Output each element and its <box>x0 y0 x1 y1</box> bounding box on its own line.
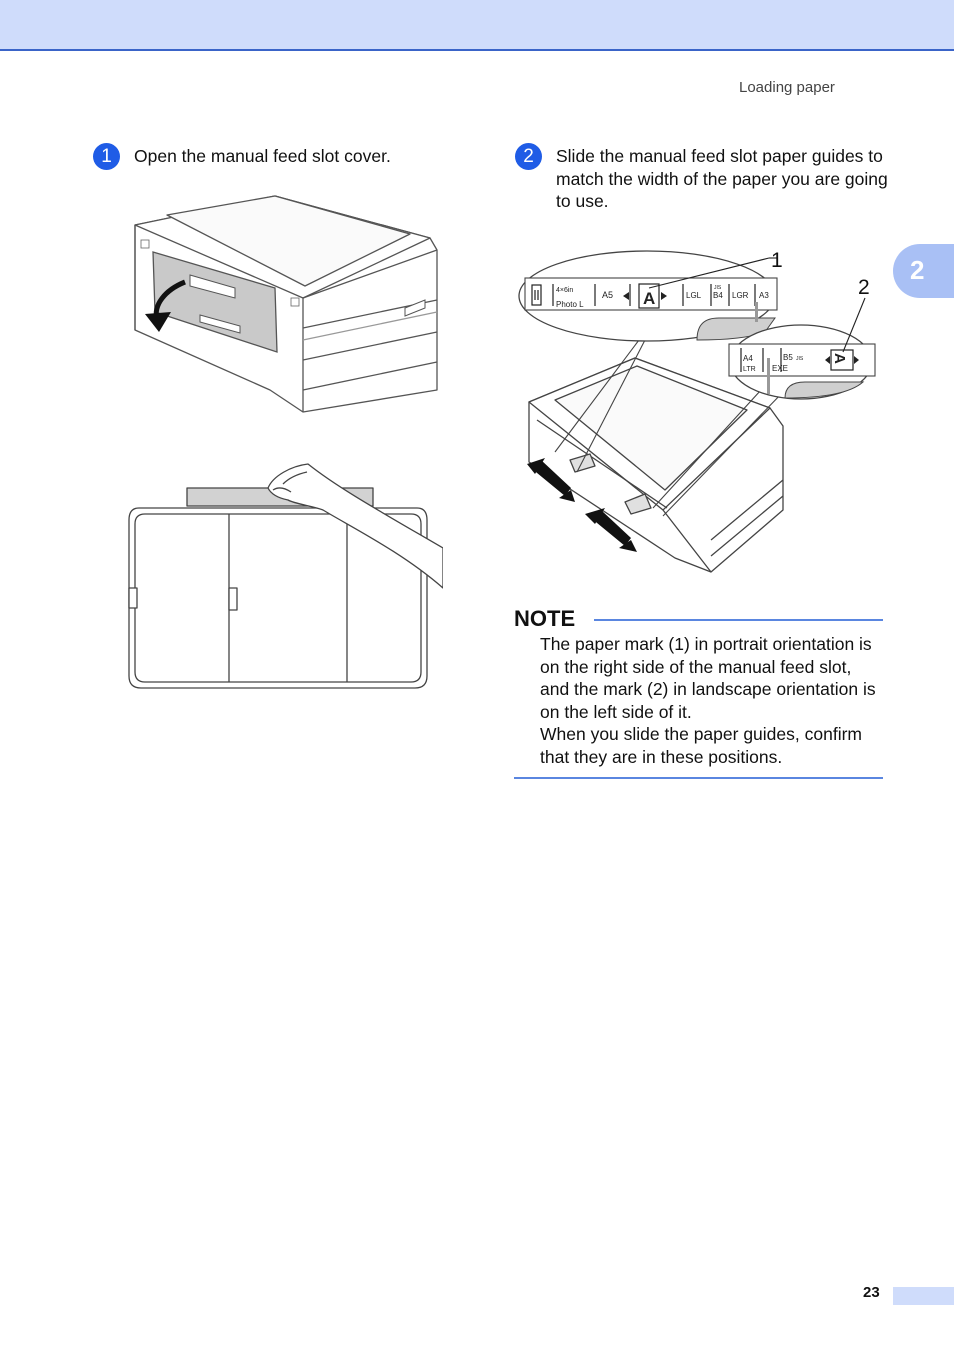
paper-guides-figure <box>515 240 885 580</box>
note-rule-bottom <box>514 777 883 779</box>
guide-label-ltr: LTR <box>743 366 756 373</box>
callout-1: 1 <box>771 249 783 272</box>
step-2 <box>515 143 895 218</box>
paper-letter-landscape: A <box>831 353 848 364</box>
step-2-marker: 2 <box>515 143 542 170</box>
guide-label-4x6: 4×6in <box>556 287 574 294</box>
top-header-band <box>0 0 954 51</box>
note-paragraph-1: The paper mark (1) in portrait orientation is on the right side of the manual feed slot, and the mark (2) in landscape orientation is on the left side of it. <box>540 634 876 722</box>
guide-label-b4: B4 <box>713 291 723 300</box>
guide-label-a3: A3 <box>759 291 769 300</box>
step-1 <box>93 143 453 173</box>
note-rule-top <box>594 619 883 621</box>
guide-label-exe: EXE <box>772 364 789 373</box>
chapter-number: 2 <box>910 255 925 285</box>
guide-label-b5: B5 <box>783 353 793 362</box>
printer-cover-figure <box>125 190 445 420</box>
paper-letter-portrait: A <box>643 289 656 308</box>
guide-label-photo-l: Photo L <box>556 300 584 309</box>
note-paragraph-2: When you slide the paper guides, confirm that they are in these positions. <box>540 724 862 767</box>
guide-label-a5: A5 <box>602 290 614 300</box>
chapter-tab <box>893 244 954 298</box>
page-number: 23 <box>863 1284 880 1301</box>
jis-label-b5: JIS <box>796 356 804 362</box>
jis-label-b4: JIS <box>714 285 722 291</box>
guide-label-a4: A4 <box>743 354 753 363</box>
step-1-text: Open the manual feed slot cover. <box>134 146 391 166</box>
step-2-text: Slide the manual feed slot paper guides to match the width of the paper you are going to use. <box>556 146 888 211</box>
note-body <box>540 633 885 768</box>
running-header: Loading paper <box>739 79 835 96</box>
cover-hand-figure <box>123 458 443 693</box>
step-1-marker: 1 <box>93 143 120 170</box>
guide-label-lgr: LGR <box>732 291 749 300</box>
note-title: NOTE <box>514 606 576 631</box>
page-tab <box>893 1287 954 1305</box>
guide-label-lgl: LGL <box>686 291 702 300</box>
callout-2: 2 <box>858 276 870 299</box>
